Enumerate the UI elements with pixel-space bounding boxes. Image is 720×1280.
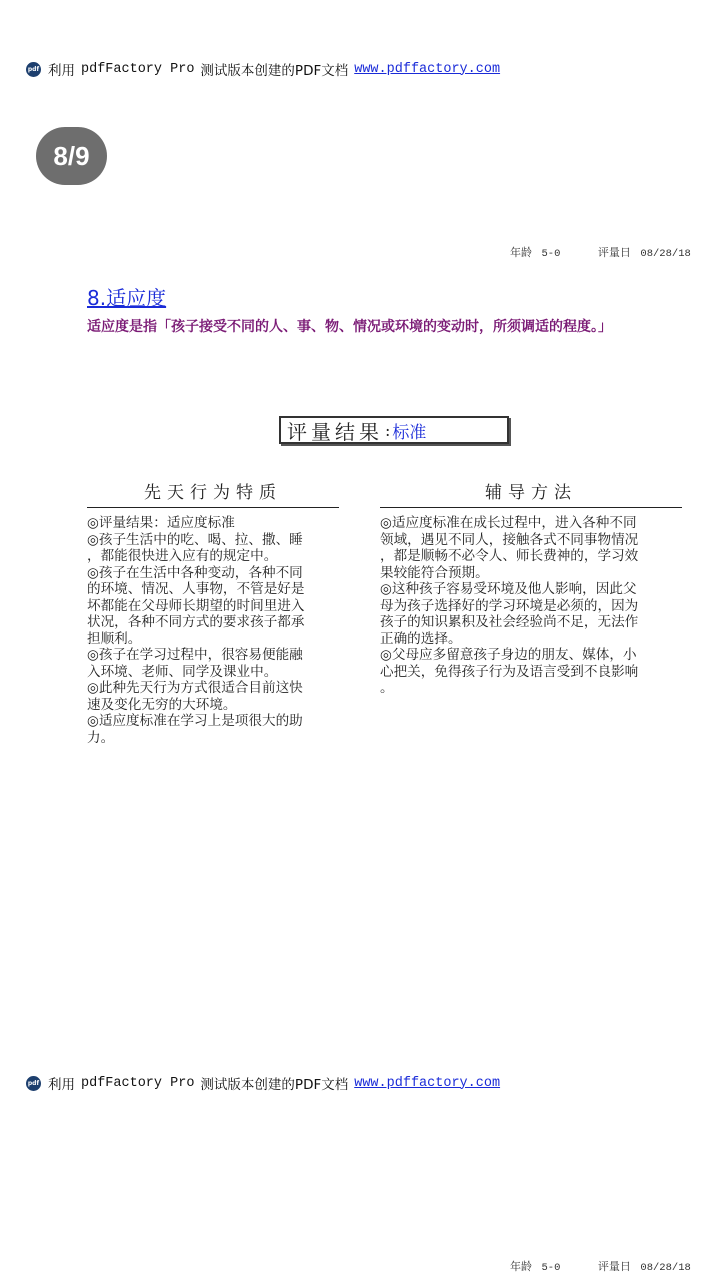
watermark-prefix: 利用 bbox=[48, 1077, 75, 1093]
watermark-product: pdfFactory Pro bbox=[81, 61, 195, 77]
text-line: 。 bbox=[380, 680, 394, 696]
page-meta-bottom bbox=[510, 1258, 691, 1274]
date-value: 08/28/18 bbox=[640, 248, 691, 260]
page-indicator-badge: 8/9 bbox=[36, 127, 107, 185]
pdf-logo-icon: pdf bbox=[26, 62, 41, 77]
section-definition: 适应度是指「孩子接受不同的人、事、物、情况或环境的变动时，所须调适的程度。」 bbox=[87, 319, 612, 335]
age-label: 年龄 bbox=[510, 246, 532, 259]
result-separator: : bbox=[385, 420, 391, 440]
text-line: ◎孩子在学习过程中，很容易便能融 bbox=[87, 647, 303, 663]
age-label: 年龄 bbox=[510, 1260, 532, 1273]
pdf-watermark-top bbox=[26, 59, 500, 79]
age-value: 5-0 bbox=[541, 1262, 561, 1274]
text-line: ◎适应度标准在成长过程中，进入各种不同 bbox=[380, 515, 637, 531]
text-line: 领域，遇见不同人，接触各式不同事物情况 bbox=[380, 531, 639, 548]
innate-traits-text bbox=[87, 515, 339, 746]
watermark-prefix: 利用 bbox=[48, 63, 75, 79]
date-value: 08/28/18 bbox=[640, 1262, 691, 1274]
page-meta-top bbox=[510, 244, 691, 260]
text-line: 心把关，免得孩子行为及语言受到不良影响 bbox=[380, 663, 639, 680]
text-line: 力。 bbox=[87, 729, 115, 746]
pdf-watermark-bottom bbox=[26, 1073, 500, 1093]
text-line: ◎孩子生活中的吃、喝、拉、撒、睡 bbox=[87, 531, 303, 548]
text-line: ，都是顺畅不必令人、师长费神的，学习效 bbox=[380, 548, 639, 564]
guidance-methods-column bbox=[380, 478, 682, 697]
watermark-link[interactable]: www.pdffactory.com bbox=[354, 1075, 501, 1091]
watermark-suffix: 测试版本创建的PDF文档 bbox=[200, 63, 349, 79]
result-value: 标准 bbox=[392, 422, 427, 443]
text-line: 孩子的知识累积及社会经验尚不足，无法作 bbox=[380, 614, 639, 630]
date-label: 评量日 bbox=[597, 246, 631, 259]
watermark-product: pdfFactory Pro bbox=[81, 1075, 195, 1091]
text-line: 坏都能在父母师长期望的时间里进入 bbox=[87, 597, 305, 614]
text-line: ◎适应度标准在学习上是项很大的助 bbox=[87, 713, 303, 729]
text-line: ◎这种孩子容易受环境及他人影响，因此父 bbox=[380, 581, 637, 597]
assessment-result-box bbox=[279, 416, 509, 444]
age-value: 5-0 bbox=[541, 248, 561, 260]
text-line: 入环境、老师、同学及课业中。 bbox=[87, 663, 278, 680]
text-line: 担顺利。 bbox=[87, 630, 142, 647]
text-line: 状况，各种不同方式的要求孩子都承 bbox=[87, 614, 305, 630]
guidance-methods-text bbox=[380, 515, 682, 697]
text-line: 果较能符合预期。 bbox=[380, 564, 489, 581]
text-line: 速及变化无穷的大环境。 bbox=[87, 696, 237, 713]
date-label: 评量日 bbox=[597, 1260, 631, 1273]
text-line: ◎孩子在生活中各种变动，各种不同 bbox=[87, 564, 303, 581]
result-label: 评量结果 bbox=[287, 419, 383, 444]
innate-traits-column bbox=[87, 478, 339, 746]
watermark-suffix: 测试版本创建的PDF文档 bbox=[200, 1077, 349, 1093]
text-line: ，都能很快进入应有的规定中。 bbox=[87, 548, 278, 564]
guidance-methods-heading: 辅导方法 bbox=[380, 478, 682, 508]
text-line: ◎父母应多留意孩子身边的朋友、媒体，小 bbox=[380, 647, 637, 663]
text-line: 的环境、情况、人事物，不管是好是 bbox=[87, 581, 305, 597]
text-line: ◎此种先天行为方式很适合目前这快 bbox=[87, 680, 303, 696]
innate-traits-heading: 先天行为特质 bbox=[87, 478, 339, 508]
text-line: 母为孩子选择好的学习环境是必须的，因为 bbox=[380, 597, 639, 614]
watermark-link[interactable]: www.pdffactory.com bbox=[354, 61, 501, 77]
section-title: 8.适应度 bbox=[87, 286, 167, 310]
text-line: 正确的选择。 bbox=[380, 630, 462, 647]
text-line: ◎评量结果：适应度标准 bbox=[87, 515, 235, 531]
pdf-logo-icon: pdf bbox=[26, 1076, 41, 1091]
